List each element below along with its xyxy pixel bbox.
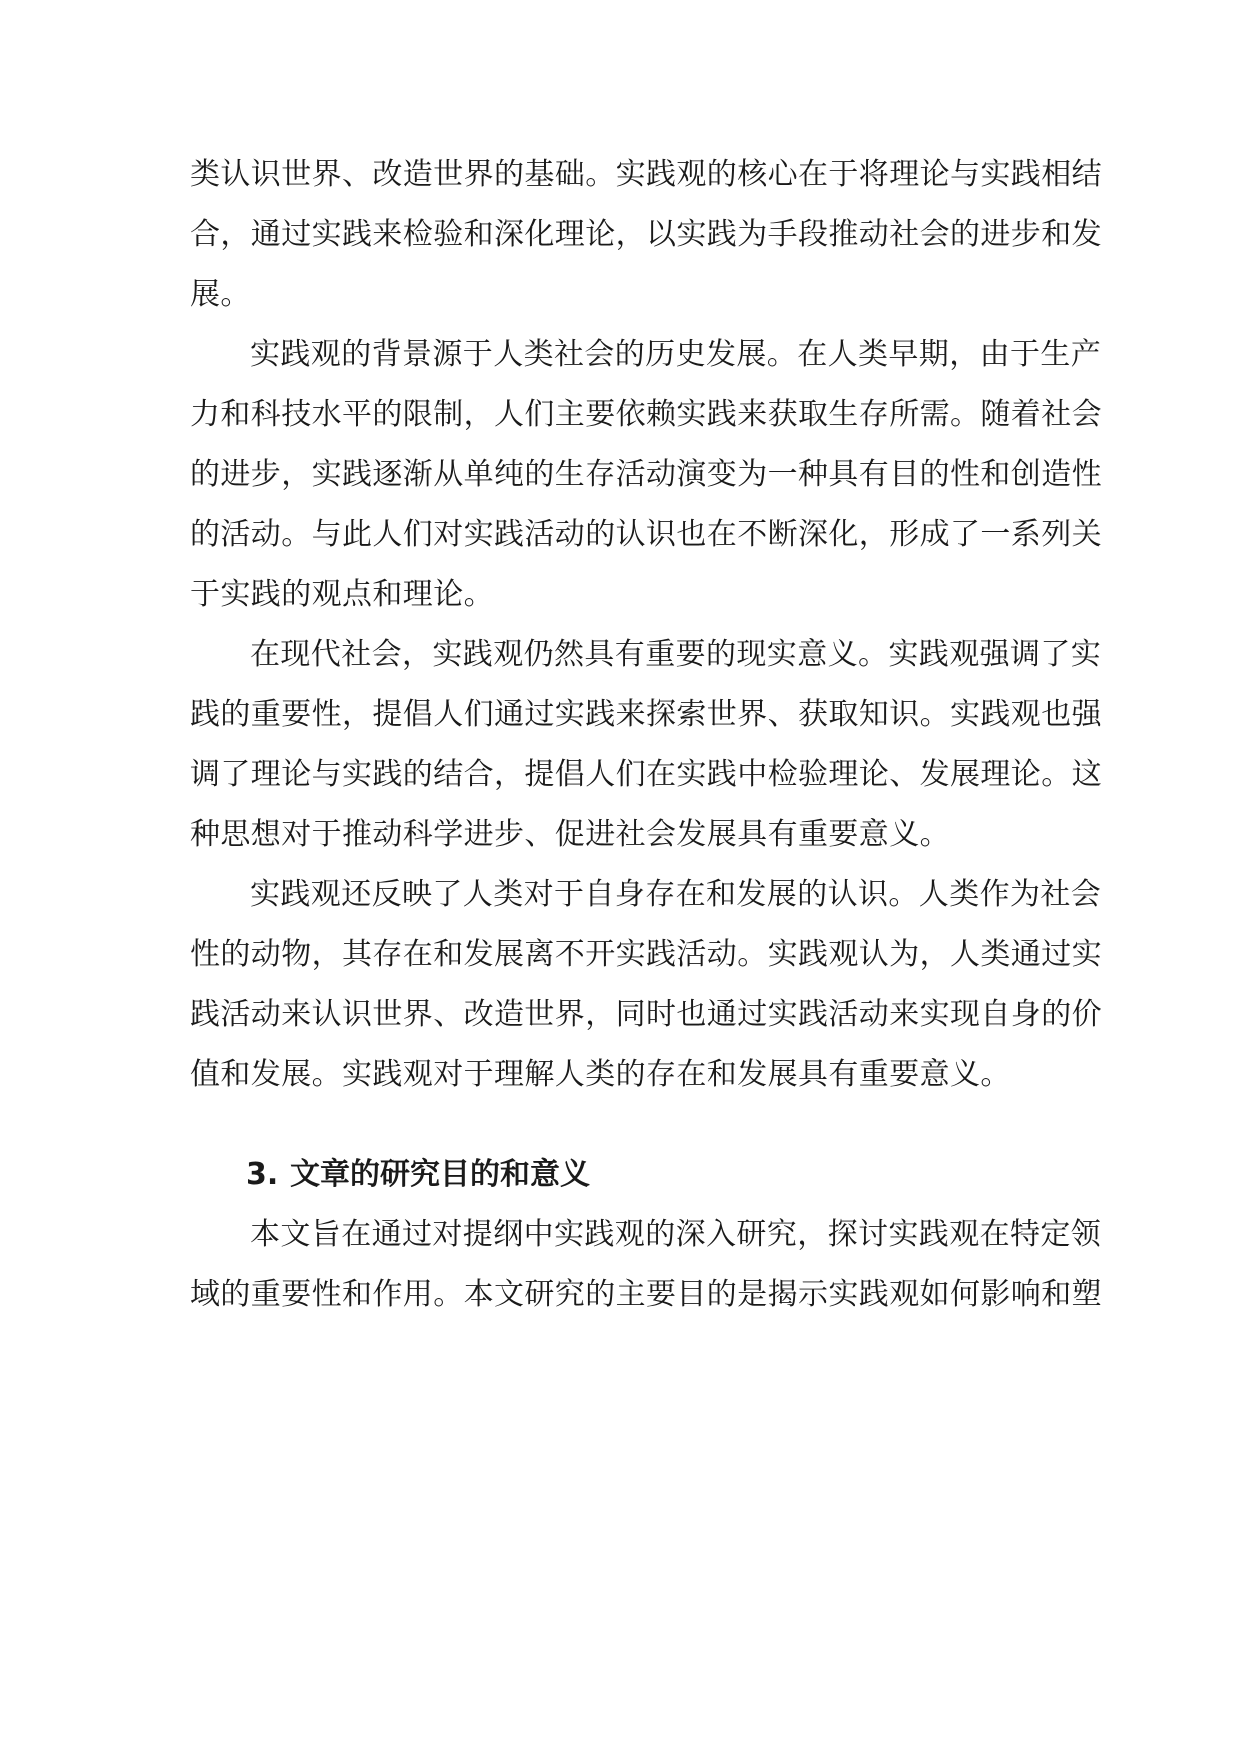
text-line: 合，通过实践来检验和深化理论，以实践为手段推动社会的进步和发: [190, 217, 1102, 252]
section-spacer: [190, 1105, 1060, 1145]
text-line: 于实践的观点和理论。: [190, 577, 494, 612]
text-line: 实践观的背景源于人类社会的历史发展。在人类早期，由于生产: [250, 337, 1102, 372]
text-line: 域的重要性和作用。本文研究的主要目的是揭示实践观如何影响和塑: [190, 1277, 1102, 1312]
paragraph-modern-significance: [190, 625, 1102, 865]
text-line: 性的动物，其存在和发展离不开实践活动。实践观认为，人类通过实: [190, 937, 1102, 972]
paragraph-practice-core: [190, 145, 1102, 325]
text-line: 力和科技水平的限制，人们主要依赖实践来获取生存所需。随着社会: [190, 397, 1102, 432]
text-line: 展。: [190, 277, 251, 312]
text-line: 种思想对于推动科学进步、促进社会发展具有重要意义。: [190, 817, 950, 852]
text-line: 在现代社会，实践观仍然具有重要的现实意义。实践观强调了实: [250, 637, 1102, 672]
section-number: 3.: [246, 1157, 279, 1192]
text-line: 值和发展。实践观对于理解人类的存在和发展具有重要意义。: [190, 1057, 1011, 1092]
paragraph-research-purpose: [190, 1205, 1102, 1325]
text-line: 践活动来认识世界、改造世界，同时也通过实践活动来实现自身的价: [190, 997, 1102, 1032]
text-line: 的进步，实践逐渐从单纯的生存活动演变为一种具有目的性和创造性: [190, 457, 1102, 492]
text-line: 践的重要性，提倡人们通过实践来探索世界、获取知识。实践观也强: [190, 697, 1102, 732]
text-line: 类认识世界、改造世界的基础。实践观的核心在于将理论与实践相结: [190, 157, 1102, 192]
section-heading: [190, 1145, 1060, 1205]
document-body: [190, 145, 1102, 1325]
text-line: 实践观还反映了人类对于自身存在和发展的认识。人类作为社会: [250, 877, 1102, 912]
section-title: 文章的研究目的和意义: [290, 1157, 590, 1192]
text-line: 调了理论与实践的结合，提倡人们在实践中检验理论、发展理论。这: [190, 757, 1102, 792]
paragraph-human-existence: [190, 865, 1102, 1105]
text-line: 本文旨在通过对提纲中实践观的深入研究，探讨实践观在特定领: [250, 1217, 1102, 1252]
text-line: 的活动。与此人们对实践活动的认识也在不断深化，形成了一系列关: [190, 517, 1102, 552]
paragraph-practice-background: [190, 325, 1102, 625]
